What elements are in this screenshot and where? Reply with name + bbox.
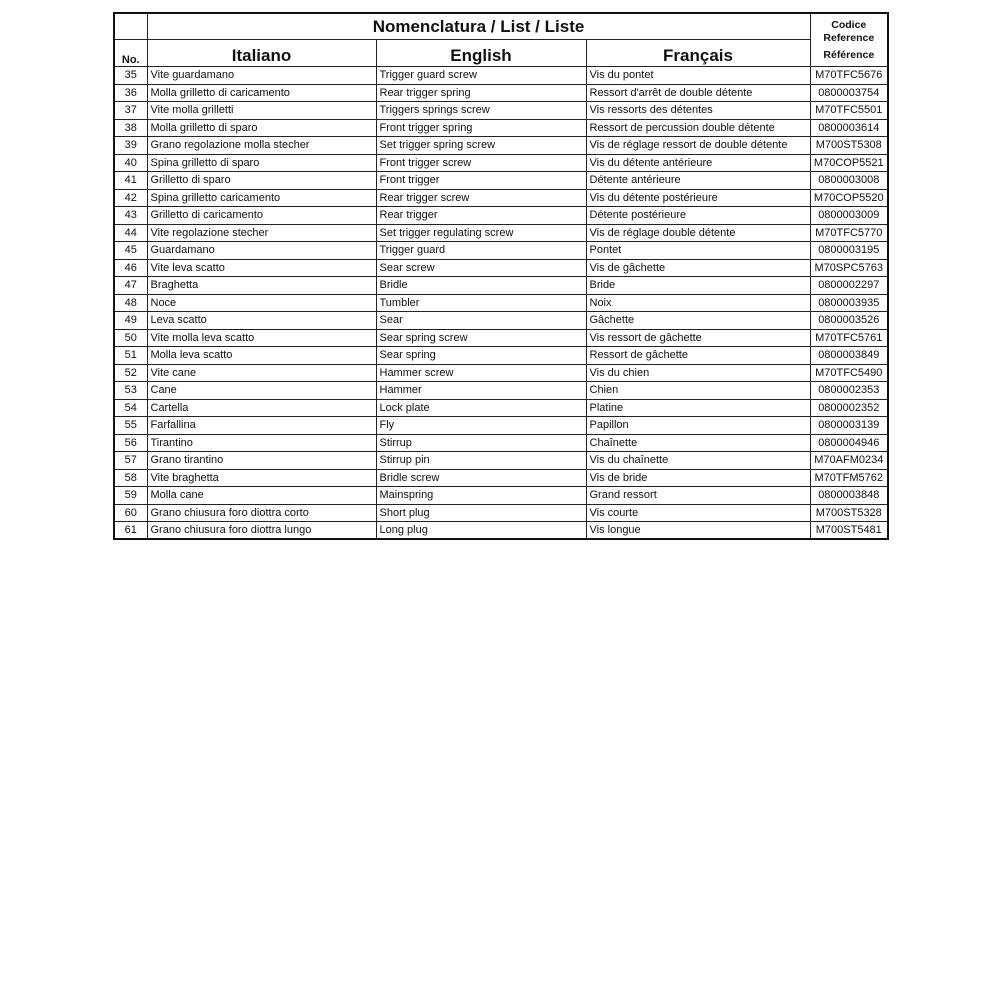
- table-row: [114, 487, 888, 505]
- cell-english: Lock plate: [376, 399, 586, 417]
- cell-reference: 0800003009: [810, 207, 888, 225]
- table-row: [114, 137, 888, 155]
- cell-english: Bridle: [376, 277, 586, 295]
- table-row: [114, 364, 888, 382]
- cell-italian: Grano chiusura foro diottra lungo: [147, 522, 376, 540]
- cell-french: Vis du pontet: [586, 67, 810, 85]
- cell-italian: Vite regolazione stecher: [147, 224, 376, 242]
- cell-reference: M70TFC5676: [810, 67, 888, 85]
- cell-reference: M70COP5521: [810, 154, 888, 172]
- reference-header-line-3: Référence: [823, 48, 875, 61]
- cell-french: Détente postérieure: [586, 207, 810, 225]
- cell-number: 36: [114, 84, 147, 102]
- cell-english: Fly: [376, 417, 586, 435]
- cell-italian: Molla leva scatto: [147, 347, 376, 365]
- table-title: Nomenclatura / List / Liste: [147, 13, 810, 40]
- table-row: [114, 242, 888, 260]
- cell-french: Vis longue: [586, 522, 810, 540]
- cell-number: 51: [114, 347, 147, 365]
- cell-italian: Cane: [147, 382, 376, 400]
- cell-reference: 0800003848: [810, 487, 888, 505]
- cell-reference: M70AFM0234: [810, 452, 888, 470]
- cell-italian: Vite molla leva scatto: [147, 329, 376, 347]
- cell-english: Hammer: [376, 382, 586, 400]
- cell-number: 55: [114, 417, 147, 435]
- cell-french: Ressort de gâchette: [586, 347, 810, 365]
- cell-number: 38: [114, 119, 147, 137]
- cell-number: 47: [114, 277, 147, 295]
- cell-number: 49: [114, 312, 147, 330]
- cell-reference: 0800003526: [810, 312, 888, 330]
- table-row: [114, 469, 888, 487]
- cell-italian: Spina grilletto caricamento: [147, 189, 376, 207]
- cell-reference: M70COP5520: [810, 189, 888, 207]
- cell-italian: Vite braghetta: [147, 469, 376, 487]
- cell-french: Bride: [586, 277, 810, 295]
- cell-french: Chaînette: [586, 434, 810, 452]
- cell-number: 53: [114, 382, 147, 400]
- cell-reference: 0800002297: [810, 277, 888, 295]
- cell-reference: 0800003008: [810, 172, 888, 190]
- cell-number: 42: [114, 189, 147, 207]
- table-row: [114, 452, 888, 470]
- cell-number: 60: [114, 504, 147, 522]
- cell-reference: 0800003754: [810, 84, 888, 102]
- cell-italian: Grilletto di sparo: [147, 172, 376, 190]
- cell-reference: M70SPC5763: [810, 259, 888, 277]
- cell-italian: Vite cane: [147, 364, 376, 382]
- cell-number: 59: [114, 487, 147, 505]
- cell-italian: Tirantino: [147, 434, 376, 452]
- table-row: [114, 399, 888, 417]
- cell-reference: 0800003614: [810, 119, 888, 137]
- french-column-header: Français: [586, 40, 810, 67]
- italian-column-header: Italiano: [147, 40, 376, 67]
- cell-number: 50: [114, 329, 147, 347]
- cell-french: Gâchette: [586, 312, 810, 330]
- english-column-header: English: [376, 40, 586, 67]
- cell-reference: M70TFC5490: [810, 364, 888, 382]
- table-row: [114, 347, 888, 365]
- cell-italian: Molla cane: [147, 487, 376, 505]
- header-row-top: [114, 13, 888, 40]
- cell-english: Stirrup pin: [376, 452, 586, 470]
- cell-italian: Molla grilletto di sparo: [147, 119, 376, 137]
- table-row: [114, 84, 888, 102]
- table-row: [114, 224, 888, 242]
- cell-italian: Vite molla grilletti: [147, 102, 376, 120]
- cell-number: 37: [114, 102, 147, 120]
- cell-reference: 0800002353: [810, 382, 888, 400]
- cell-french: Vis du chien: [586, 364, 810, 382]
- cell-italian: Farfallina: [147, 417, 376, 435]
- cell-number: 45: [114, 242, 147, 260]
- cell-number: 35: [114, 67, 147, 85]
- cell-reference: 0800003195: [810, 242, 888, 260]
- cell-number: 57: [114, 452, 147, 470]
- table-row: [114, 522, 888, 540]
- cell-french: Ressort de percussion double détente: [586, 119, 810, 137]
- blank-corner-cell: [114, 13, 147, 40]
- cell-english: Trigger guard: [376, 242, 586, 260]
- cell-number: 54: [114, 399, 147, 417]
- cell-english: Trigger guard screw: [376, 67, 586, 85]
- cell-french: Détente antérieure: [586, 172, 810, 190]
- cell-number: 46: [114, 259, 147, 277]
- reference-header-line-1: Codice: [831, 18, 867, 31]
- cell-reference: M70TFC5761: [810, 329, 888, 347]
- cell-french: Chien: [586, 382, 810, 400]
- cell-french: Vis de réglage double détente: [586, 224, 810, 242]
- cell-reference: M70TFM5762: [810, 469, 888, 487]
- cell-english: Triggers springs screw: [376, 102, 586, 120]
- cell-english: Sear spring screw: [376, 329, 586, 347]
- cell-number: 43: [114, 207, 147, 225]
- cell-reference: 0800003139: [810, 417, 888, 435]
- cell-number: 61: [114, 522, 147, 540]
- cell-english: Bridle screw: [376, 469, 586, 487]
- cell-english: Set trigger regulating screw: [376, 224, 586, 242]
- cell-number: 44: [114, 224, 147, 242]
- table-row: [114, 189, 888, 207]
- cell-english: Set trigger spring screw: [376, 137, 586, 155]
- cell-french: Noix: [586, 294, 810, 312]
- table-row: [114, 172, 888, 190]
- cell-french: Pontet: [586, 242, 810, 260]
- cell-english: Rear trigger screw: [376, 189, 586, 207]
- cell-english: Sear: [376, 312, 586, 330]
- cell-french: Papillon: [586, 417, 810, 435]
- cell-italian: Grano tirantino: [147, 452, 376, 470]
- cell-french: Ressort d'arrêt de double détente: [586, 84, 810, 102]
- table-row: [114, 259, 888, 277]
- table-row: [114, 312, 888, 330]
- parts-list-table: [113, 12, 889, 540]
- cell-italian: Grilletto di caricamento: [147, 207, 376, 225]
- cell-reference: M700ST5481: [810, 522, 888, 540]
- cell-reference: M70TFC5501: [810, 102, 888, 120]
- cell-french: Vis ressorts des détentes: [586, 102, 810, 120]
- cell-french: Vis du détente postérieure: [586, 189, 810, 207]
- cell-french: Vis de gâchette: [586, 259, 810, 277]
- cell-italian: Cartella: [147, 399, 376, 417]
- cell-english: Mainspring: [376, 487, 586, 505]
- cell-reference: M700ST5328: [810, 504, 888, 522]
- table-row: [114, 207, 888, 225]
- cell-french: Platine: [586, 399, 810, 417]
- cell-english: Long plug: [376, 522, 586, 540]
- cell-english: Front trigger screw: [376, 154, 586, 172]
- cell-english: Sear screw: [376, 259, 586, 277]
- cell-italian: Leva scatto: [147, 312, 376, 330]
- cell-french: Vis de bride: [586, 469, 810, 487]
- cell-english: Front trigger: [376, 172, 586, 190]
- table-row: [114, 102, 888, 120]
- table-row: [114, 329, 888, 347]
- reference-header-line-2: Reference: [823, 31, 875, 44]
- cell-number: 56: [114, 434, 147, 452]
- cell-reference: M700ST5308: [810, 137, 888, 155]
- table-row: [114, 417, 888, 435]
- cell-french: Vis de réglage ressort de double détente: [586, 137, 810, 155]
- number-column-header: No.: [114, 40, 147, 67]
- cell-english: Tumbler: [376, 294, 586, 312]
- reference-column-header: [810, 13, 888, 67]
- cell-italian: Guardamano: [147, 242, 376, 260]
- cell-number: 40: [114, 154, 147, 172]
- cell-english: Rear trigger: [376, 207, 586, 225]
- parts-table-body: [114, 67, 888, 540]
- cell-english: Short plug: [376, 504, 586, 522]
- cell-number: 39: [114, 137, 147, 155]
- cell-italian: Braghetta: [147, 277, 376, 295]
- cell-english: Stirrup: [376, 434, 586, 452]
- cell-french: Vis du détente antérieure: [586, 154, 810, 172]
- header-row-bottom: [114, 40, 888, 67]
- cell-reference: 0800004946: [810, 434, 888, 452]
- cell-italian: Vite leva scatto: [147, 259, 376, 277]
- cell-english: Hammer screw: [376, 364, 586, 382]
- cell-english: Front trigger spring: [376, 119, 586, 137]
- cell-number: 41: [114, 172, 147, 190]
- table-row: [114, 294, 888, 312]
- table-row: [114, 277, 888, 295]
- cell-english: Sear spring: [376, 347, 586, 365]
- table-row: [114, 119, 888, 137]
- cell-number: 48: [114, 294, 147, 312]
- cell-italian: Noce: [147, 294, 376, 312]
- table-row: [114, 434, 888, 452]
- cell-french: Grand ressort: [586, 487, 810, 505]
- cell-number: 52: [114, 364, 147, 382]
- cell-french: Vis du chaînette: [586, 452, 810, 470]
- cell-reference: M70TFC5770: [810, 224, 888, 242]
- table-row: [114, 382, 888, 400]
- cell-reference: 0800002352: [810, 399, 888, 417]
- cell-french: Vis courte: [586, 504, 810, 522]
- cell-italian: Spina grilletto di sparo: [147, 154, 376, 172]
- cell-number: 58: [114, 469, 147, 487]
- cell-italian: Grano regolazione molla stecher: [147, 137, 376, 155]
- cell-reference: 0800003935: [810, 294, 888, 312]
- cell-french: Vis ressort de gâchette: [586, 329, 810, 347]
- cell-italian: Vite guardamano: [147, 67, 376, 85]
- cell-reference: 0800003849: [810, 347, 888, 365]
- table-row: [114, 504, 888, 522]
- cell-italian: Grano chiusura foro diottra corto: [147, 504, 376, 522]
- cell-english: Rear trigger spring: [376, 84, 586, 102]
- table-row: [114, 67, 888, 85]
- table-row: [114, 154, 888, 172]
- cell-italian: Molla grilletto di caricamento: [147, 84, 376, 102]
